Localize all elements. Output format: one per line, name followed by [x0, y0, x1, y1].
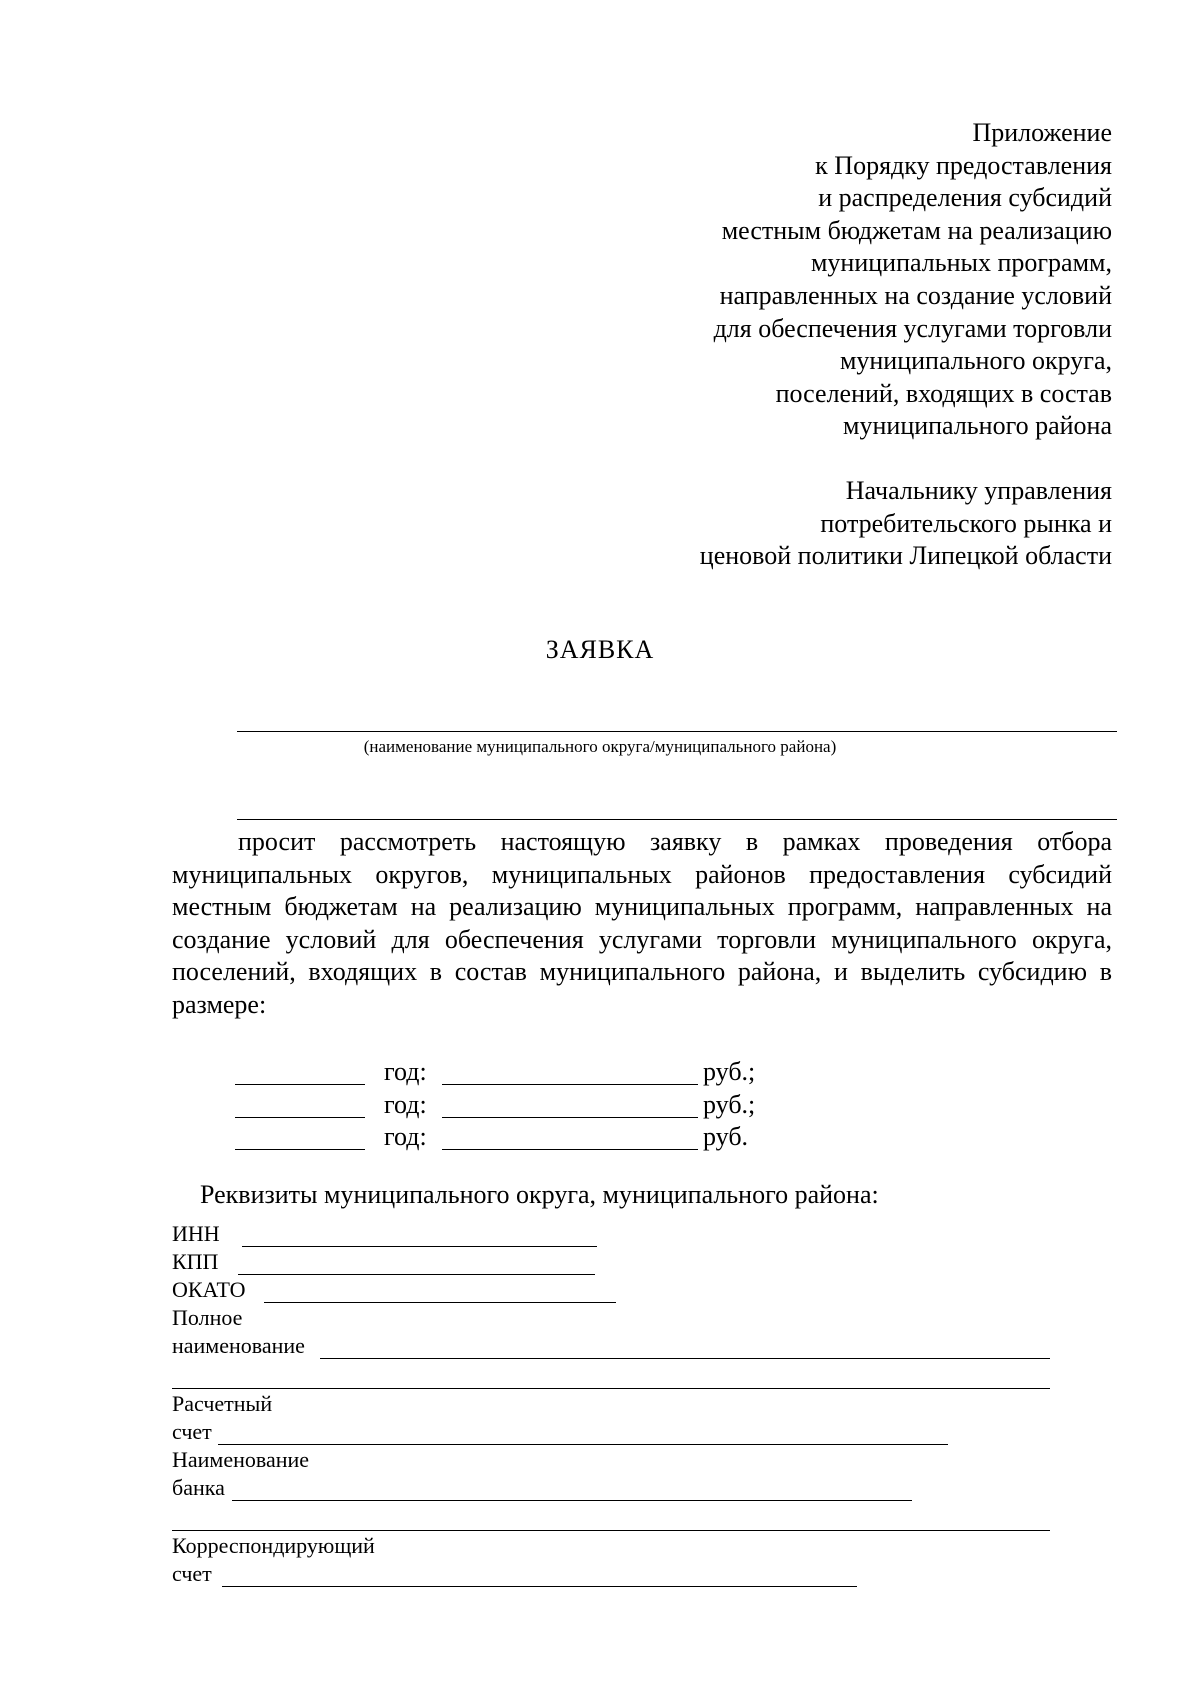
bank-field-continued[interactable] [172, 1530, 1050, 1531]
request-paragraph [172, 826, 1112, 1022]
kpp-field[interactable] [238, 1274, 595, 1275]
year-field[interactable] [235, 1084, 365, 1085]
appendix-line: поселений, входящих в состав [775, 378, 1112, 408]
inn-field[interactable] [242, 1246, 597, 1247]
amount-field[interactable] [442, 1117, 698, 1118]
addressee-block [700, 475, 1112, 573]
full-name-label-1: Полное [172, 1305, 243, 1330]
appendix-line: направленных на создание условий [719, 280, 1112, 310]
appendix-line: Приложение [972, 118, 1112, 147]
addressee-line: Начальнику управления [845, 476, 1112, 505]
appendix-block [714, 117, 1112, 443]
year-label: год: [384, 1122, 427, 1151]
full-name-field-continued[interactable] [172, 1388, 1050, 1389]
requisites-title: Реквизиты муниципального округа, муниципального района: [200, 1180, 879, 1209]
amount-field[interactable] [442, 1149, 698, 1150]
bank-label-2: банка [172, 1475, 225, 1500]
inn-label: ИНН [172, 1221, 220, 1246]
document-title: ЗАЯВКА [545, 635, 655, 664]
currency-label: руб. [703, 1122, 749, 1151]
corr-account-label-1: Корреспондирующий [172, 1533, 375, 1558]
municipality-name-line[interactable] [237, 731, 1117, 732]
addressee-line: потребительского рынка и [820, 508, 1112, 538]
corr-account-label-2: счет [172, 1561, 212, 1586]
account-label-1: Расчетный [172, 1391, 273, 1416]
addressee-line: ценовой политики Липецкой области [699, 541, 1112, 571]
appendix-line: местным бюджетам на реализацию [721, 215, 1112, 245]
amount-field[interactable] [442, 1084, 698, 1085]
request-text: просит рассмотреть настоящую заявку в рамках проведения отбора муниципальных округов, муниципальных районов предоставления субсидий местным бюджетам на реализацию муниципальных программ, направленных на создание условий для обеспечения услугами торговли муниципального округа, поселений, входящих в состав муниципального района, и выделить субсидию в размере: [172, 827, 1112, 1019]
appendix-line: муниципальных программ, [810, 248, 1112, 278]
appendix-line: к Порядку предоставления [815, 150, 1112, 180]
year-label: год: [384, 1057, 427, 1086]
kpp-label: КПП [172, 1249, 219, 1274]
year-label: год: [384, 1090, 427, 1119]
appendix-line: и распределения субсидий [818, 183, 1112, 213]
year-field[interactable] [235, 1117, 365, 1118]
okato-label: ОКАТО [172, 1277, 246, 1302]
okato-field[interactable] [264, 1302, 616, 1303]
currency-label: руб.; [703, 1090, 756, 1119]
account-label-2: счет [172, 1419, 212, 1444]
appendix-line: муниципального района [843, 411, 1112, 441]
full-name-label-2: наименование [172, 1333, 305, 1358]
account-field[interactable] [218, 1444, 948, 1445]
year-field[interactable] [235, 1149, 365, 1150]
currency-label: руб.; [703, 1057, 756, 1086]
appendix-line: для обеспечения услугами торговли [713, 313, 1112, 343]
appendix-line: муниципального округа, [839, 346, 1112, 376]
full-name-field[interactable] [320, 1358, 1050, 1359]
applicant-line[interactable] [237, 819, 1117, 820]
bank-label-1: Наименование [172, 1447, 310, 1472]
municipality-name-caption: (наименование муниципального округа/муниципального района) [363, 737, 837, 756]
corr-account-field[interactable] [222, 1586, 857, 1587]
bank-field[interactable] [232, 1500, 912, 1501]
